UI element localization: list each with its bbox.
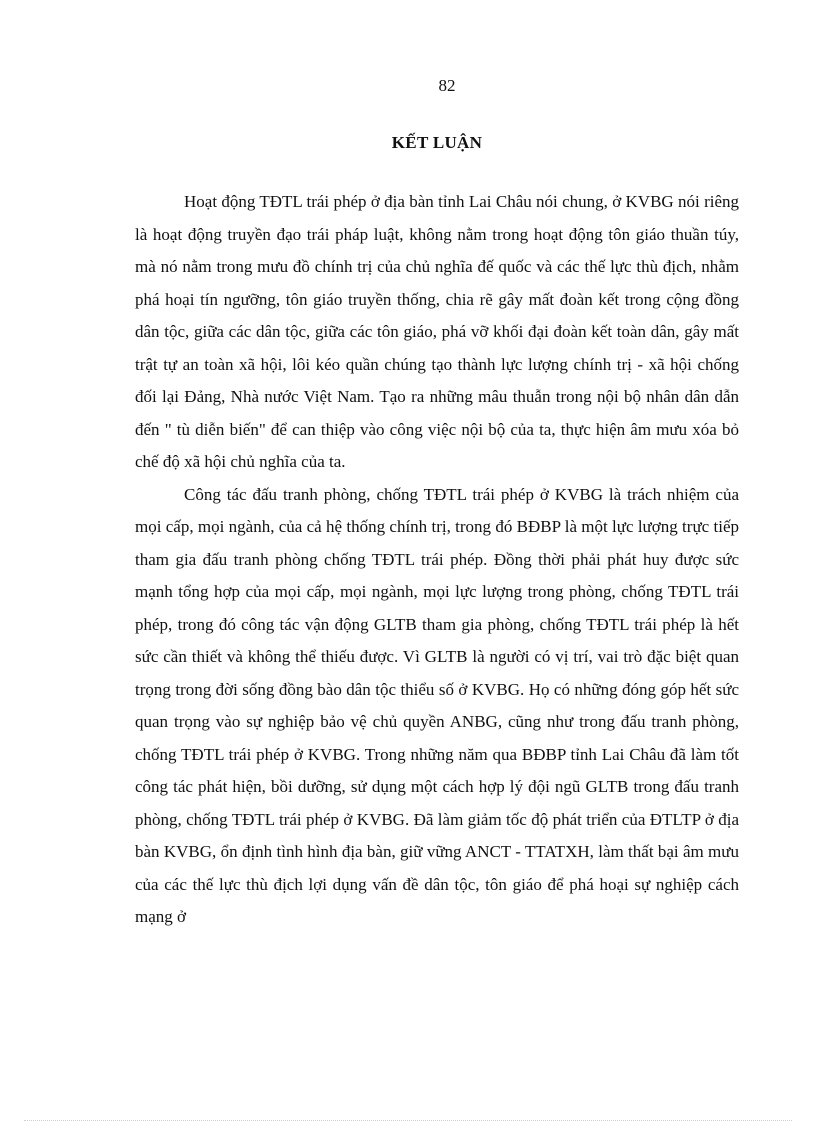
page-number: 82	[438, 76, 456, 95]
paragraph-1: Hoạt động TĐTL trái phép ở địa bàn tỉnh Lai Châu nói chung, ở KVBG nói riêng là hoạt động truyền đạo trái pháp luật, không nằm trong hoạt động tôn giáo thuần túy, mà nó nằm trong mưu đồ chính trị của chủ nghĩa đế quốc và các thế lực thù địch, nhằm phá hoại tín ngưỡng, tôn giáo truyền thống, chia rẽ gây mất đoàn kết trong cộng đồng dân tộc, giữa các dân tộc, giữa các tôn giáo, phá vỡ khối đại đoàn kết toàn dân, gây mất trật tự an toàn xã hội, lôi kéo quần chúng tạo thành lực lượng chính trị - xã hội chống đối lại Đảng, Nhà nước Việt Nam. Tạo ra những mâu thuẫn trong nội bộ nhân dân dẫn đến " tù diễn biến" để can thiệp vào công việc nội bộ của ta, thực hiện âm mưu xóa bỏ chế độ xã hội chủ nghĩa của ta.	[135, 192, 739, 471]
document-body	[135, 186, 739, 934]
paragraph-2: Công tác đấu tranh phòng, chống TĐTL trái phép ở KVBG là trách nhiệm của mọi cấp, mọi ngành, của cả hệ thống chính trị, trong đó BĐBP là một lực lượng trực tiếp tham gia đấu tranh phòng chống TĐTL trái phép. Đồng thời phải phát huy được sức mạnh tổng hợp của mọi cấp, mọi ngành, mọi lực lượng trong phòng, chống TĐTL trái phép, trong đó công tác vận động GLTB tham gia phòng, chống TĐTL trái phép là hết sức cần thiết và không thể thiếu được. Vì GLTB là người có vị trí, vai trò đặc biệt quan trọng trong đời sống đồng bào dân tộc thiểu số ở KVBG. Họ có những đóng góp hết sức quan trọng vào sự nghiệp bảo vệ chủ quyền ANBG, cũng như trong đấu tranh phòng, chống TĐTL trái phép ở KVBG. Trong những năm qua BĐBP tỉnh Lai Châu đã làm tốt công tác phát hiện, bồi dưỡng, sử dụng một cách hợp lý đội ngũ GLTB trong đấu tranh phòng, chống TĐTL trái phép ở KVBG. Đã làm giảm tốc độ phát triển của ĐTLTP ở địa bàn KVBG, ổn định tình hình địa bàn, giữ vững ANCT - TTATXH, làm thất bại âm mưu của các thế lực thù địch lợi dụng vấn đề dân tộc, tôn giáo để phá hoại sự nghiệp cách mạng ở	[135, 484, 739, 926]
page-title: KẾT LUẬN	[391, 133, 483, 152]
page-bottom-divider	[24, 1120, 792, 1121]
